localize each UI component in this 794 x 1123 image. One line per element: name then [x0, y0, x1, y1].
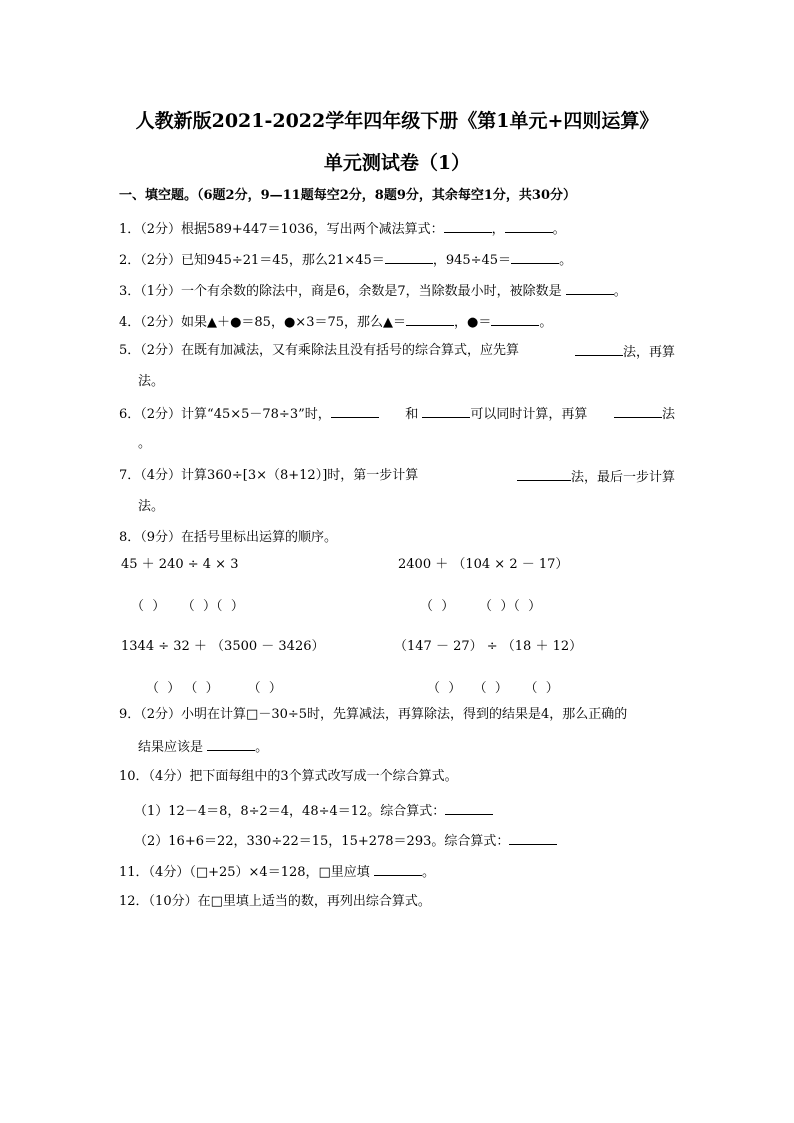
q4-eq4: ＝ [478, 315, 492, 330]
q2-blank-2[interactable] [511, 249, 559, 264]
q11-blank[interactable] [374, 861, 422, 876]
q3-text: 3．（1分）一个有余数的除法中，商是6，余数是7，当除数最小时，被除数是 [119, 284, 566, 299]
page-title: 人教新版2021-2022学年四年级下册《第1单元+四则运算》 [135, 110, 659, 132]
q2-mid: ，945÷45＝ [432, 253, 512, 268]
q8-order-blanks-2[interactable]: （ ） （ ）（ ） [420, 599, 542, 614]
q4-eq2: ×3＝75，那么 [295, 315, 384, 330]
circle-icon: ● [283, 315, 296, 330]
q5-continuation: 法。 [138, 374, 165, 389]
q9-blank[interactable] [207, 736, 255, 751]
q4-end: 。 [539, 315, 553, 330]
question-12: 12．（10分）在□里填上适当的数，再列出综合算式。 [119, 894, 431, 909]
q4-eq3: ＝ [393, 315, 407, 330]
q3-blank[interactable] [566, 280, 614, 295]
triangle-icon: ▲ [207, 315, 218, 330]
q10-blank-1[interactable] [445, 800, 493, 815]
q6-blank-1[interactable] [331, 403, 379, 418]
q7-continuation: 法。 [138, 499, 165, 514]
question-5 [119, 341, 675, 363]
q7-text: 7．（4分）计算360÷[3×（8+12）]时，第一步计算 [119, 468, 419, 483]
q11-end: 。 [421, 865, 435, 880]
q4-sep: ， [454, 315, 468, 330]
q1-blank-1[interactable] [444, 218, 492, 233]
q7-blank[interactable] [517, 466, 571, 481]
q6-blank-3[interactable] [614, 403, 662, 418]
q1-sep: ， [491, 222, 505, 237]
q8-order-blanks-3[interactable]: （ ） （ ） （ ） [146, 681, 282, 696]
q1-end: 。 [552, 222, 566, 237]
q3-end: 。 [613, 284, 627, 299]
question-1 [119, 218, 566, 240]
q5-text: 5．（2分）在既有加减法，又有乘除法且没有括号的综合算式，应先算 [119, 343, 520, 358]
q9-continuation [138, 736, 268, 758]
q2-text: 2．（2分）已知945÷21＝45，那么21×45＝ [119, 253, 385, 268]
q2-blank-1[interactable] [385, 249, 433, 264]
q11-text: 11．（4分）（□+25）×4＝128，□里应填 [119, 865, 374, 880]
question-11 [119, 861, 435, 883]
question-8: 8．（9分）在括号里标出运算的顺序。 [119, 530, 338, 545]
q8-expression-3: 1344 ÷ 32 ＋ （3500 － 3426） [121, 639, 325, 654]
q4-text: 4．（2分）如果 [119, 315, 208, 330]
q10-blank-2[interactable] [509, 830, 557, 845]
q6-blank-2[interactable] [422, 403, 470, 418]
q9-end: 。 [255, 740, 269, 755]
question-10: 10．（4分）把下面每组中的3个算式改写成一个综合算式。 [119, 769, 458, 784]
q10-part-1-text: （1）12－4＝8，8÷2＝4，48÷4＝12。综合算式： [134, 804, 446, 819]
q4-blank-1[interactable] [406, 311, 454, 326]
q6-continuation: 。 [138, 436, 152, 451]
q4-plus: ＋ [217, 315, 231, 330]
q4-blank-2[interactable] [491, 311, 539, 326]
q8-expression-4: （147 － 27） ÷ （18 ＋ 12） [394, 639, 583, 654]
q9-text: 结果应该是 [138, 740, 208, 755]
q5-mid: 法，再算 [622, 345, 675, 360]
q1-blank-2[interactable] [505, 218, 553, 233]
question-6 [119, 403, 675, 425]
question-4 [119, 311, 552, 333]
q7-mid: 法，最后一步计算 [570, 470, 675, 485]
circle-icon: ● [467, 315, 479, 330]
q8-expression-1: 45 ＋ 240 ÷ 4 × 3 [121, 557, 239, 572]
q6-fa: 法 [661, 407, 675, 422]
q10-part-2-text: （2）16+6＝22，330÷22＝15，15+278＝293。综合算式： [134, 834, 510, 849]
circle-icon: ● [230, 315, 242, 330]
q8-order-blanks-1[interactable]: （ ） （ ）（ ） [131, 599, 244, 614]
page-subtitle: 单元测试卷（1） [323, 152, 471, 174]
q2-end: 。 [559, 253, 573, 268]
q10-part-2 [134, 830, 557, 852]
question-9: 9．（2分）小明在计算□－30÷5时，先算减法，再算除法，得到的结果是4，那么正确的 [119, 707, 628, 722]
q8-expression-2: 2400 ＋ （104 × 2 － 17） [398, 557, 569, 572]
q1-text: 1．（2分）根据589+447＝1036，写出两个减法算式： [119, 222, 444, 237]
q6-text: 6．（2分）计算“45×5－78÷3”时， [119, 407, 331, 422]
section-heading: 一、填空题。（6题2分，9—11题每空2分，8题9分，其余每空1分，共30分） [119, 188, 576, 203]
q5-blank[interactable] [575, 341, 623, 356]
q6-mid: 可以同时计算，再算 [470, 407, 588, 422]
q6-and: 和 [405, 407, 423, 422]
question-7 [119, 466, 675, 488]
question-3 [119, 280, 627, 302]
q8-order-blanks-4[interactable]: （ ） （ ） （ ） [427, 681, 559, 696]
q10-part-1 [134, 800, 493, 822]
question-2 [119, 249, 572, 271]
q4-eq1: ＝85， [241, 315, 284, 330]
triangle-icon: ▲ [383, 315, 394, 330]
